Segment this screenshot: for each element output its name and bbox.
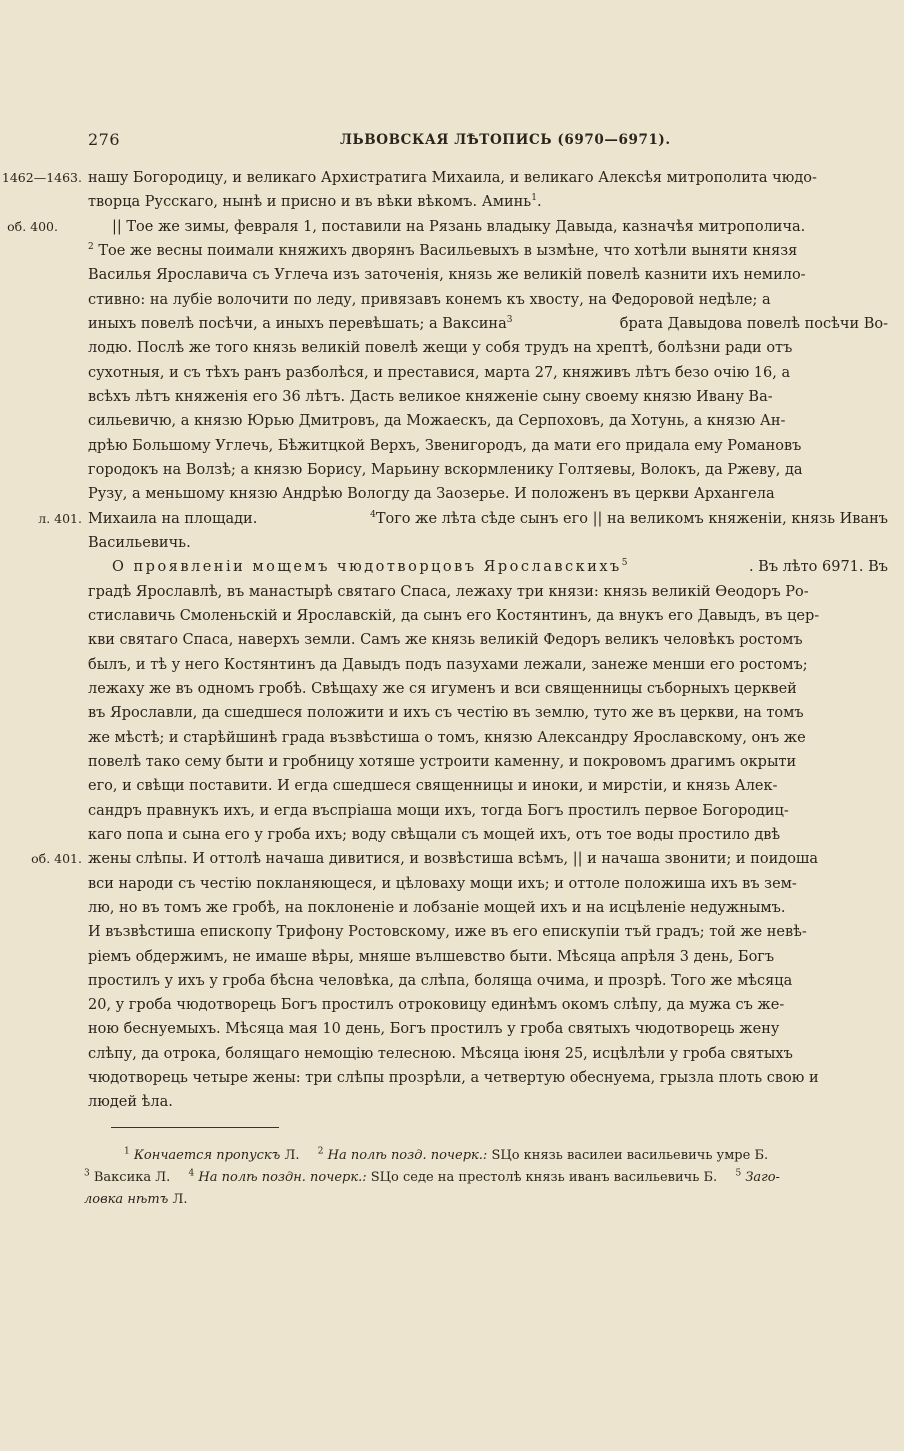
line-text: лодю. Послѣ же того князь великій повелѣ жещи у собя трудъ на хрептѣ, болѣзни ради отъ [88,340,793,357]
footnote-number: 4 [188,1168,195,1179]
text-line [88,677,888,701]
text-line [88,628,888,652]
line-text: Тое же весны поимали княжихъ дворянъ Васильевыхъ в ызмѣне, что хотѣли выняти князя [98,242,798,259]
footnote-ref: 3 [506,315,513,326]
line-text: ріемъ обдержимъ, не имаше вѣры, мняше вълшевство быти. Мѣсяца апрѣля 3 день, Богъ [88,948,775,965]
line-text: лежаху же въ одномъ гробѣ. Свѣщаху же ся игуменъ и вси священницы съборныхъ церквей [88,680,797,697]
footnote-text: Л. [284,1148,300,1163]
line-text: былъ, и тѣ у него Костянтинъ да Давыдъ подъ пазухами лежали, занеже менши его ростомъ; [88,656,808,673]
text-line [88,239,888,263]
text-line [88,409,888,433]
text-line [88,288,888,312]
footnote-number: 2 [317,1146,324,1157]
line-text: дрѣю Большому Углечь, Бѣжитцкой Верхъ, Звенигородъ, да мати его придала ему Романовъ [88,437,802,454]
margin-note-years: 1462—1463. [1,170,82,185]
footnote-number: 3 [84,1168,90,1179]
footnote-italic: Заго- [745,1170,780,1185]
page-header [88,130,888,154]
text-line [38,507,888,531]
line-text: Того же лѣта сѣде сынъ его || на великомъ княженіи, князь Иванъ [375,510,888,527]
text-line [88,1090,888,1114]
section-heading: О проявленіи мощемъ чюдотворцовъ Ярославскихъ [112,559,622,576]
line-text: градѣ Ярославлѣ, въ манастырѣ святаго Спаса, лежаху три князи: князь великій Ѳеодоръ Ро- [88,583,809,600]
line-text: слѣпу, да отрока, болящаго немощію телесною. Мѣсяца іюня 25, исцѣлѣли у гроба святыхъ [88,1045,793,1062]
footnote-divider [111,1127,279,1128]
text-line [88,385,888,409]
footnote-ref: 1 [531,193,537,204]
line-text: городокъ на Волзѣ; а князю Борису, Марьину вскормленику Голтяевы, Волокъ, да Ржеву, да [88,461,803,478]
footnote-ref: 5 [621,558,628,569]
text-line [31,847,888,871]
line-text: иныхъ повелѣ посѣчи, а иныхъ перевѣшать; а Ваксина [88,315,507,332]
footnote-number: 5 [735,1168,742,1179]
line-text: лю, но въ томъ же гробѣ, на поклоненіе и лобзаніе мощей ихъ и на исцѣленіе недужнымъ. [88,899,786,916]
text-line [88,263,888,287]
line-text: брата Давыдова повелѣ посѣчи Во- [619,315,888,332]
text-line [88,945,888,969]
text-line [88,774,888,798]
text-line [88,531,888,555]
line-text: чюдотворець четыре жены: три слѣпы прозрѣли, а четвертую обеснуема, грызла плоть свою и [88,1070,819,1087]
line-text: простилъ у ихъ у гроба бѣсна человѣка, да слѣпа, боляща очима, и прозрѣ. Того же мѣсяца [88,972,793,989]
line-text: каго попа и сына его у гроба ихъ; воду свѣщали съ мощей ихъ, отъ тое воды простило двѣ [88,826,781,843]
text-line [88,1042,888,1066]
line-text: ною беснуемыхъ. Мѣсяца мая 10 день, Богъ простилъ у гроба святыхъ чюдотворець жену [88,1021,780,1038]
text-line [88,604,888,628]
line-text: Васильевичь. [88,534,191,551]
line-text: сандръ правнукъ ихъ, и егда въспріаша мощи ихъ, тогда Богъ простилъ первое Богородиц- [88,802,789,819]
main-text [1,166,888,1115]
footnote-text: ЅЦо князь василеи васильевичь умре Б. [491,1148,769,1163]
text-line [88,726,888,750]
footnotes [84,1145,862,1211]
text-line [88,993,888,1017]
footnote-text: Л. [172,1192,188,1207]
text-line [88,896,888,920]
line-text: сильевичю, а князю Юрью Дмитровъ, да Можаескъ, да Серпоховъ, да Хотунь, а князю Ан- [88,413,786,430]
line-text: кви святаго Спаса, наверхъ земли. Самъ же князь великій Федоръ великъ человѣкъ ростомъ [88,632,803,649]
text-line [88,823,888,847]
line-text: же мѣстѣ; и старѣйшинѣ града възвѣстиша о томъ, князю Александру Ярославскому, онъ же [88,729,806,746]
line-text: Василья Ярославича съ Углеча изъ заточенія, князь же великій повелѣ казнити ихъ немило- [88,267,806,284]
text-line [88,361,888,385]
margin-note-l401: л. 401. [38,510,82,526]
line-text: въ Ярославли, да сшедшеся положити и ихъ съ честію въ землю, туто же въ церкви, на томъ [88,705,804,722]
text-line [88,434,888,458]
footnote-ref: 2 [88,242,94,253]
text-line [88,1066,888,1090]
text-line [88,872,888,896]
text-line [88,920,888,944]
line-text: Рузу, а меньшому князю Андрѣю Вологду да Заозерье. И положенъ въ церкви Архангела [88,486,775,503]
line-text: стиславичь Смоленьскій и Ярославскій, да сынъ его Костянтинъ, да внукъ его Давыдъ, въ цер- [88,607,820,624]
footnote-number: 1 [124,1146,130,1157]
text-line [88,701,888,725]
line-text: сухотныя, и съ тѣхъ ранъ разболѣся, и преставися, марта 27, княживъ лѣтъ безо очію 16, а [88,364,791,381]
margin-note-ob401: об. 401. [31,851,82,867]
text-line [88,580,888,604]
footnote-italic: ловка нѣтъ [84,1192,169,1207]
footnote-ref: 4 [370,509,376,520]
line-text: нашу Богородицу, и великаго Архистратига Михаила, и великаго Алексѣя митрополита чюдо- [88,170,817,186]
line-text: 20, у гроба чюдотворець Богъ простилъ отроковицу единѣмъ окомъ слѣпу, да мужа съ же- [88,997,785,1014]
running-head: ЛЬВОВСКАЯ ЛѢТОПИСЬ (6970—6971). [340,132,671,148]
text-line [88,458,888,482]
text-line [88,336,888,360]
footnote-italic: На полѣ позд. почерк.: [327,1148,488,1163]
text-line [88,799,888,823]
footnote-text: ЅЦо седе на престолѣ князь иванъ васильевичь Б. [370,1170,718,1185]
text-line [88,653,888,677]
page-number: 276 [88,130,121,149]
text-line [88,312,888,336]
text-line [1,166,888,190]
text-line [7,215,888,239]
footnote-line [84,1167,862,1189]
footnote-italic: Кончается пропускъ [133,1148,281,1163]
text-line [88,969,888,993]
footnote-line [84,1189,862,1211]
line-text: жены слѣпы. И оттолѣ начаша дивитися, и возвѣстиша всѣмъ, || и начаша звонити; и поидоша [88,851,819,868]
line-text: стивно: на лубіе волочити по леду, привязавъ конемъ къ хвосту, на Федоровой недѣле; а [88,291,771,308]
line-text: вси народи съ честію покланяющеся, и цѣловаху мощи ихъ; и оттоле положиша ихъ въ зем- [88,875,797,892]
line-text: его, и свѣщи поставити. И егда сшедшеся священницы и иноки, и мирстіи, и князь Алек- [88,778,778,795]
line-text: людей ѣла. [88,1094,173,1111]
line-text: . Въ лѣто 6971. Въ [748,559,888,576]
line-text: Михаила на площади. [88,510,258,527]
line-text: И възвѣстиша епископу Трифону Ростовскому, иже въ его епискупіи тъй градъ; той же невѣ- [88,924,807,941]
text-line [88,750,888,774]
text-line [88,1017,888,1041]
footnote-italic: На полѣ поздн. почерк.: [198,1170,367,1185]
text-line [88,555,888,579]
line-text: творца Русскаго, нынѣ и присно и въ вѣки вѣкомъ. Аминь [88,194,532,211]
footnote-text: Ваксика Л. [93,1170,171,1185]
line-text: || Тое же зимы, февраля 1, поставили на Рязань владыку Давыда, казначѣя митрополича. [112,218,806,235]
margin-note-ob400: об. 400. [7,218,58,234]
text-line [88,482,888,506]
footnote-line [84,1145,862,1167]
line-text: повелѣ тако сему быти и гробницу хотяше устроити каменну, и покровомъ драгимъ окрыти [88,753,797,770]
line-text: всѣхъ лѣтъ княженія его 36 лѣтъ. Дасть великое княженіе сыну своему князю Ивану Ва- [88,388,773,405]
text-line: творца Русскаго, нынѣ и присно и въ вѣки вѣкомъ. Аминь$^1$. [88,193,542,211]
